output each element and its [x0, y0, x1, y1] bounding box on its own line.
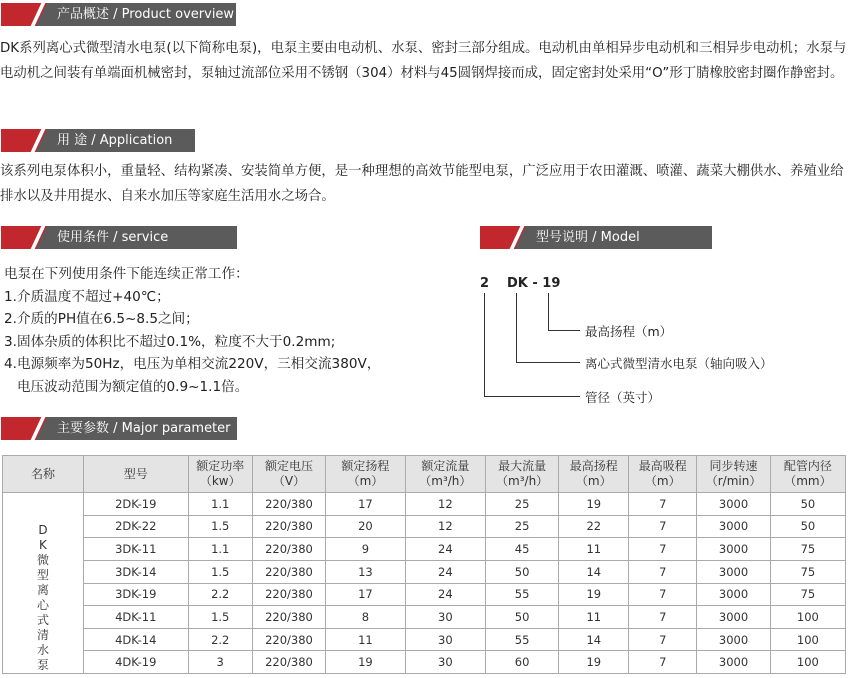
table-cell: 24: [405, 538, 485, 561]
table-cell: 17: [326, 493, 406, 516]
condition-line: 4.电源频率为50Hz，电压为单相交流220V，三相交流380V，: [4, 356, 381, 372]
table-cell: 220/380: [252, 515, 325, 538]
section-title-conditions: 使用条件 / service conditions: [57, 230, 169, 268]
section-header-conditions: [1, 226, 237, 268]
table-cell: 220/380: [252, 628, 325, 651]
table-cell: 8: [326, 606, 406, 629]
table-cell: 12: [405, 493, 485, 516]
table-cell: 1.5: [188, 606, 252, 629]
product-group-name-cell: [3, 493, 84, 674]
col-header-pipe: 配管内径 （mm）: [770, 456, 845, 493]
table-cell: 220/380: [252, 583, 325, 606]
table-cell: 25: [485, 493, 558, 516]
table-row: [3, 560, 846, 583]
table-cell: 75: [770, 560, 845, 583]
table-cell: 100: [770, 651, 845, 674]
table-row: [3, 628, 846, 651]
table-cell: 24: [405, 583, 485, 606]
table-row: [3, 606, 846, 629]
table-cell: 2.2: [188, 628, 252, 651]
header-accent: [1, 226, 47, 249]
table-cell: 220/380: [252, 606, 325, 629]
table-cell: 19: [326, 651, 406, 674]
section-header-params: [1, 417, 237, 440]
application-text: 该系列电泵体积小，重量轻、结构紧凑、安装简单方便，是一种理想的高效节能型电泵，广泛应用于农田灌溉、喷灌、蔬菜大棚供水、养殖业给排水以及井用提水、自来水加压等家庭生活用水之场合。: [0, 164, 844, 204]
table-cell: 55: [485, 628, 558, 651]
condition-line: 电压波动范围为额定值的0.9~1.1倍。: [4, 379, 249, 395]
model-code-prefix: 2: [480, 276, 490, 291]
table-cell: 3DK-11: [83, 538, 188, 561]
table-cell: 24: [405, 560, 485, 583]
condition-line: 2.介质的PH值在6.5~8.5之间；: [4, 311, 199, 327]
table-cell: 3000: [697, 515, 770, 538]
table-cell: 2DK-19: [83, 493, 188, 516]
connector-line: [548, 293, 549, 331]
table-cell: 3000: [697, 606, 770, 629]
table-cell: 14: [559, 560, 629, 583]
table-cell: 50: [770, 493, 845, 516]
table-cell: 50: [485, 560, 558, 583]
overview-text: DK系列离心式微型清水电泵(以下简称电泵)，电泵主要由电动机、水泵、密封三部分组成。电动机由单相异步电动机和三相异步电动机；水泵与电动机之间装有单端面机械密封，泵轴过流部位采用不锈钢（304）材料与45圆钢焊接而成，固定密封处采用“O”形丁腈橡胶密封圈作静密封。: [0, 41, 847, 81]
header-accent: [1, 3, 47, 26]
table-cell: 100: [770, 628, 845, 651]
table-cell: 9: [326, 538, 406, 561]
section-header-application: [1, 129, 195, 152]
table-cell: 3000: [697, 538, 770, 561]
table-cell: 19: [559, 651, 629, 674]
table-cell: 22: [559, 515, 629, 538]
col-header-name: 名称: [3, 456, 84, 493]
table-cell: 17: [326, 583, 406, 606]
table-cell: 25: [485, 515, 558, 538]
table-cell: 4DK-14: [83, 628, 188, 651]
section-title-params: 主要参数 / Major parameter: [57, 421, 231, 436]
table-cell: 7: [629, 651, 697, 674]
table-cell: 1.5: [188, 515, 252, 538]
col-header-speed: 同步转速 （r/min）: [697, 456, 770, 493]
table-cell: 11: [559, 606, 629, 629]
table-cell: 20: [326, 515, 406, 538]
table-row: [3, 583, 846, 606]
table-cell: 220/380: [252, 651, 325, 674]
col-header-model: 型号: [83, 456, 188, 493]
connector-line: [548, 330, 580, 331]
col-header-max-flow: 最大流量 （m³/h）: [485, 456, 558, 493]
table-cell: 30: [405, 606, 485, 629]
col-header-rated-flow: 额定流量 （m³/h）: [405, 456, 485, 493]
header-accent: [1, 129, 47, 152]
table-cell: 75: [770, 538, 845, 561]
section-header-model: [480, 226, 712, 268]
table-cell: 7: [629, 628, 697, 651]
connector-line: [516, 293, 517, 363]
section-header-overview: [1, 3, 236, 26]
table-cell: 14: [559, 628, 629, 651]
table-cell: 7: [629, 606, 697, 629]
table-cell: 19: [559, 493, 629, 516]
table-cell: 30: [405, 628, 485, 651]
table-cell: 220/380: [252, 538, 325, 561]
condition-line: 3.固体杂质的体积比不超过0.1%，粒度不大于0.2mm;: [4, 334, 336, 350]
model-desc-head: 最高扬程（m）: [585, 324, 673, 339]
condition-line: 1.介质温度不超过+40℃；: [4, 289, 170, 305]
table-cell: 220/380: [252, 493, 325, 516]
table-cell: 3: [188, 651, 252, 674]
table-cell: 2.2: [188, 583, 252, 606]
header-accent: [480, 226, 526, 249]
table-cell: 7: [629, 560, 697, 583]
table-cell: 1.5: [188, 560, 252, 583]
model-code-main: DK - 19: [507, 276, 561, 291]
connector-line: [516, 362, 580, 363]
parameter-table: [2, 455, 846, 674]
table-cell: 3000: [697, 651, 770, 674]
table-header-row: [3, 456, 846, 493]
table-cell: 3000: [697, 493, 770, 516]
col-header-max-suction: 最高吸程 （m）: [629, 456, 697, 493]
section-title-overview: 产品概述 / Product overview: [57, 7, 235, 22]
table-cell: 55: [485, 583, 558, 606]
table-cell: 100: [770, 606, 845, 629]
table-cell: 1.1: [188, 493, 252, 516]
model-desc-type: 离心式微型清水电泵（轴向吸入）: [585, 356, 773, 371]
table-row: [3, 651, 846, 674]
table-cell: 220/380: [252, 560, 325, 583]
table-cell: 60: [485, 651, 558, 674]
model-desc-diameter: 管径（英寸）: [585, 390, 661, 405]
table-cell: 50: [770, 515, 845, 538]
table-cell: 7: [629, 493, 697, 516]
table-row: [3, 515, 846, 538]
table-row: [3, 493, 846, 516]
table-row: [3, 538, 846, 561]
table-cell: 50: [485, 606, 558, 629]
table-cell: 4DK-19: [83, 651, 188, 674]
condition-line: 电泵在下列使用条件下能连续正常工作：: [4, 266, 249, 282]
table-cell: 4DK-11: [83, 606, 188, 629]
table-cell: 75: [770, 583, 845, 606]
table-cell: 3000: [697, 628, 770, 651]
table-cell: 11: [559, 538, 629, 561]
section-title-application: 用 途 / Application: [57, 133, 173, 148]
table-cell: 13: [326, 560, 406, 583]
connector-line: [484, 293, 485, 397]
table-cell: 30: [405, 651, 485, 674]
table-cell: 7: [629, 515, 697, 538]
table-cell: 7: [629, 583, 697, 606]
product-group-name: DK微型离心式清水泵: [36, 523, 49, 672]
table-cell: 12: [405, 515, 485, 538]
table-cell: 7: [629, 538, 697, 561]
table-cell: 1.1: [188, 538, 252, 561]
col-header-max-head: 最高扬程 （m）: [559, 456, 629, 493]
table-cell: 3DK-14: [83, 560, 188, 583]
table-cell: 45: [485, 538, 558, 561]
section-title-model: 型号说明 / Model specification: [536, 230, 640, 268]
table-cell: 11: [326, 628, 406, 651]
col-header-voltage: 额定电压 （V）: [252, 456, 325, 493]
col-header-power: 额定功率 （kw）: [188, 456, 252, 493]
header-accent: [1, 417, 47, 440]
table-cell: 3DK-19: [83, 583, 188, 606]
table-cell: 3000: [697, 560, 770, 583]
connector-line: [484, 396, 580, 397]
col-header-rated-head: 额定扬程 （m）: [326, 456, 406, 493]
table-cell: 2DK-22: [83, 515, 188, 538]
table-cell: 19: [559, 583, 629, 606]
table-cell: 3000: [697, 583, 770, 606]
